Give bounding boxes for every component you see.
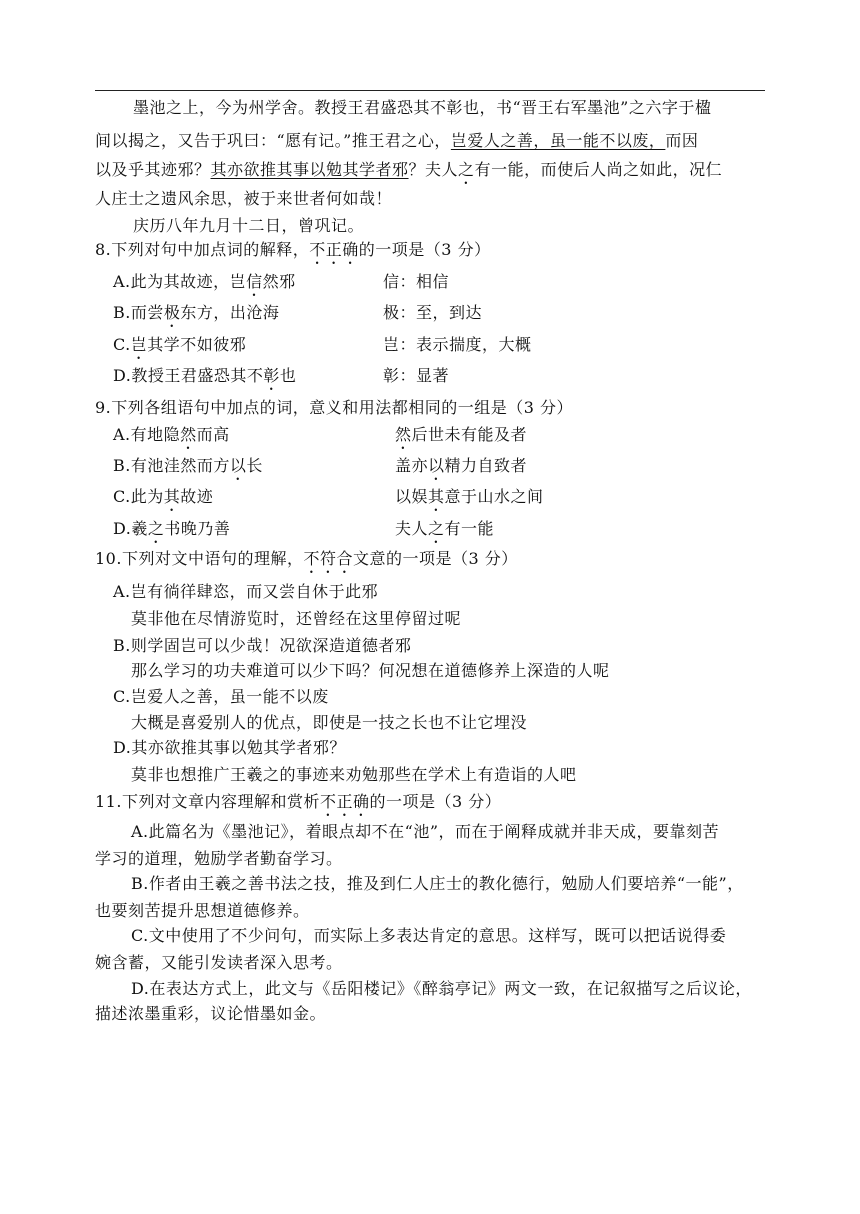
q11-option-c-cont: 婉含蓄，又能引发读者深入思考。 [95,953,343,972]
stem-text: 文意的一项是（3 分） [352,549,518,568]
option-text: D.教授王君盛恐其不 [113,366,264,385]
passage-line [95,131,698,151]
passage-line [95,160,722,188]
option-text: 意于山水之间 [444,487,544,506]
dotted-word: 其 [428,487,445,506]
q11-option-c: C.文中使用了不少问句，而实际上多表达肯定的意思。这样写，既可以把话说得委 [131,926,727,945]
q8-option-b-gloss: 极：至，到达 [383,303,483,322]
q8-option-c-gloss: 岂：表示揣度，大概 [383,335,532,354]
q10-option-d-quote: D.其亦欲推其事以勉其学者邪？ [113,738,346,757]
q9-option-a [113,425,230,453]
q10-option-c-quote: C.岂爱人之善，虽一能不以废 [113,687,329,706]
q9-option-b-pair [395,456,527,484]
q9-option-b [113,456,263,484]
stem-text: 的一项是（3 分） [369,792,502,811]
option-text: 精力自致者 [444,456,528,475]
q10-option-a-quote: A.岂有徜徉肆恣，而又尝自休于此邪 [113,582,379,601]
stem-text: 11.下列对文章内容理解和赏析 [95,792,320,811]
stem-text: 8.下列对句中加点词的解释， [95,240,310,259]
passage-text: 间以揭之，又告于巩曰：“愿有记。”推王君之心， [95,131,451,150]
stem-emphasis: 不正确 [309,240,359,259]
q11-option-d: D.在表达方式上，此文与《岳阳楼记》《醉翁亭记》两文一致，在记叙描写之后议论， [131,979,752,998]
underlined-sentence: 岂爱人之善，虽一能不以废， [450,131,666,150]
option-text: 以娱 [395,487,429,506]
q8-option-d-gloss: 彰：显著 [383,366,450,385]
dotted-word: 信 [246,272,263,291]
passage-text: 而因 [665,131,699,150]
question-11-stem [95,792,501,820]
option-text: 夫人 [395,519,429,538]
dotted-word: 之 [428,519,445,538]
stem-emphasis: 不符合 [303,549,353,568]
q10-option-b-quote: B.则学固岂可以少哉！况欲深造道德者邪 [113,636,412,655]
passage-line [133,98,711,118]
q11-option-b: B.作者由王羲之善书法之技，推及到仁人庄士的教化德行，勉励人们要培养“一能”， [131,874,744,893]
q10-option-a-translation: 莫非他在尽情游览时，还曾经在这里停留过呢 [131,609,462,628]
option-text: 后世未有能及者 [411,425,528,444]
question-9-stem: 9.下列各组语句中加点的词，意义和用法都相同的一组是（3 分） [95,398,574,417]
option-text: 盖亦 [395,456,429,475]
passage-text: 以及乎其迹邪？ [95,160,211,179]
passage-line [95,189,392,209]
q11-option-b-cont: 也要刻苦提升思想道德修养。 [95,901,310,920]
q11-option-d-cont: 描述浓墨重彩，议论惜墨如金。 [95,1004,327,1023]
option-text: 有一能 [444,519,495,538]
option-text: C.此为 [113,487,164,506]
question-10-stem [95,549,518,577]
option-text: 书晚乃善 [164,519,231,538]
dotted-word: 以 [428,456,445,475]
q9-option-c-pair [395,487,544,515]
header-rule [95,90,765,91]
q9-option-d [113,519,230,547]
q8-option-d [113,366,296,394]
q11-option-a: A.此篇名为《墨池记》，着眼点却不在“池”，而在于阐释成就并非天成，要靠刻苦 [131,822,720,841]
dotted-word: 然 [395,425,412,444]
q10-option-b-translation: 那么学习的功夫难道可以少下吗？何况想在道德修养上深造的人呢 [131,661,610,680]
stem-emphasis: 不正确 [319,792,370,811]
q8-option-a-gloss: 信：相信 [383,272,450,291]
q9-option-c [113,487,213,515]
option-text: 东方，出沧海 [180,303,280,322]
q8-option-b [113,303,279,331]
q10-option-d-translation: 莫非也想推广王羲之的事迹来劝勉那些在学术上有造诣的人吧 [131,765,577,784]
option-text: 而高 [196,425,230,444]
option-text: B.而尝 [113,303,164,322]
dotted-word: 彰 [263,366,280,385]
q9-option-a-pair [395,425,527,453]
passage-signature [133,216,364,236]
q8-option-c [113,335,246,363]
dotted-word: 之 [147,519,165,538]
dotted-word: 其 [163,487,181,506]
option-text: D.羲 [113,519,148,538]
option-text: C. [113,335,131,354]
option-text: 其学不如彼邪 [147,335,247,354]
dotted-word: 极 [163,303,181,322]
dotted-word: 岂 [130,335,148,354]
passage-text: 有一能，而使后人尚之如此，况仁 [474,160,723,179]
option-text: B.有池洼然而方 [113,456,230,475]
option-text: 长 [246,456,263,475]
passage-text: ？夫人 [408,160,459,179]
stem-text: 的一项是（3 分） [358,240,491,259]
dotted-word: 之 [458,160,475,179]
question-8-stem [95,240,491,268]
option-text: 也 [279,366,297,385]
option-text: 故迹 [180,487,214,506]
option-text: A.此为其故迹，岂 [113,272,247,291]
passage-text: 庆历八年九月十二日，曾巩记。 [133,216,365,235]
q8-option-a [113,272,296,300]
underlined-sentence: 其亦欲推其事以勉其学者邪 [210,160,409,179]
option-text: 然邪 [262,272,296,291]
q9-option-d-pair [395,519,494,547]
dotted-word: 以 [229,456,247,475]
q11-option-a-cont: 学习的道理，勉励学者勤奋学习。 [95,849,343,868]
q10-option-c-translation: 大概是喜爱别人的优点，即使是一技之长也不让它埋没 [131,713,528,732]
passage-text: 墨池之上，今为州学舍。教授王君盛恐其不彰也，书“晋王右军墨池”之六字于楹 [133,98,712,117]
dotted-word: 然 [180,425,197,444]
passage-text: 人庄士之遗风余思，被于来世者何如哉！ [95,189,393,208]
stem-text: 10.下列对文中语句的理解， [95,549,304,568]
option-text: A.有地隐 [113,425,181,444]
